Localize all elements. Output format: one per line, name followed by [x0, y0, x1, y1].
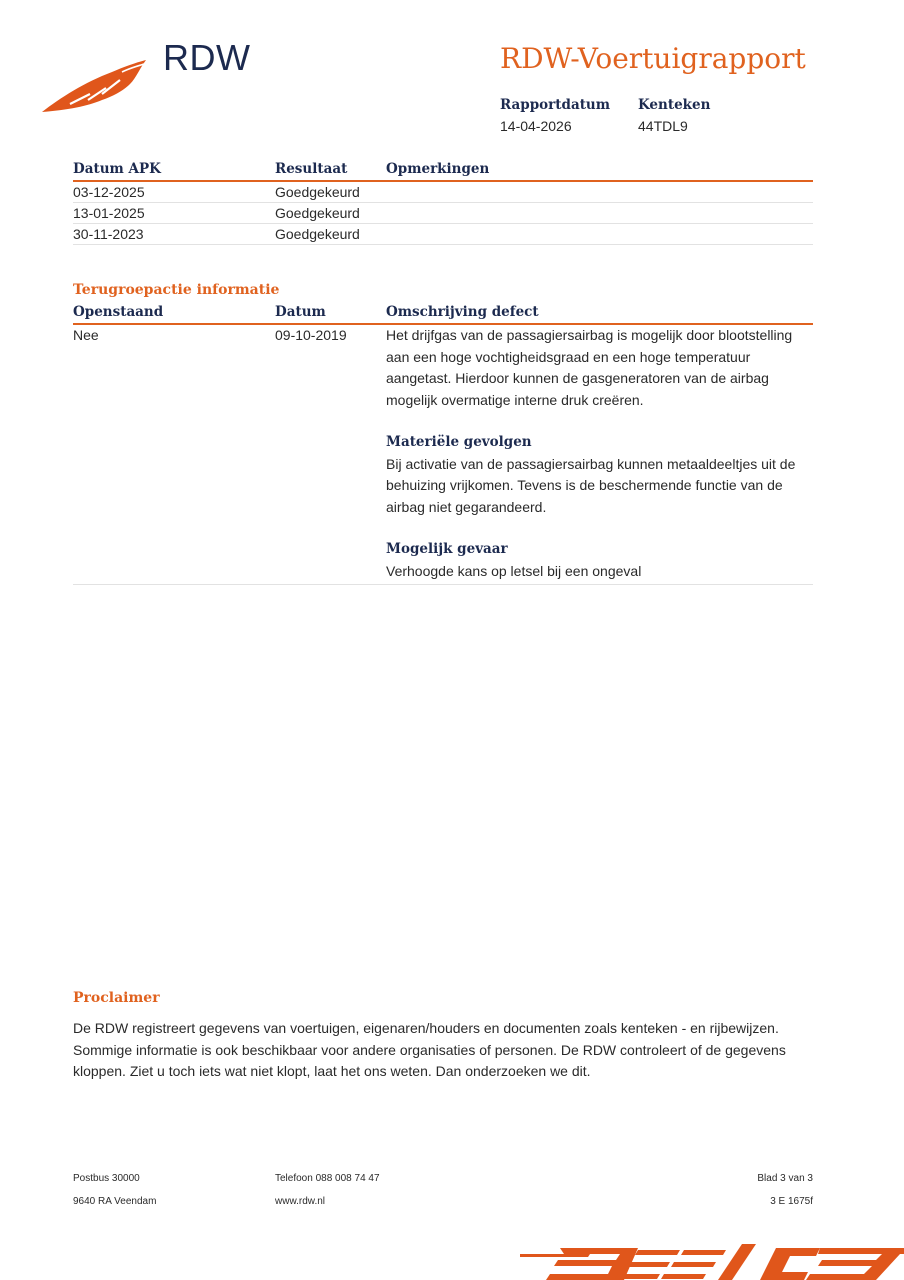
apk-date: 13-01-2025	[73, 205, 145, 221]
apk-result: Goedgekeurd	[275, 205, 360, 221]
recall-details	[386, 325, 813, 582]
plate-label: Kenteken	[638, 97, 711, 113]
apk-table-header	[73, 160, 813, 182]
apk-remarks	[386, 224, 813, 244]
report-date-label: Rapportdatum	[500, 97, 611, 113]
apk-table	[73, 160, 813, 245]
plate	[638, 97, 710, 134]
consequences-text: Bij activatie van de passagiersairbag kunnen metaaldeeltjes uit de behuizing vrijkomen. Tevens is de beschermende functie van de airbag niet gegarandeerd.	[386, 455, 796, 515]
table-row	[73, 182, 813, 203]
rdw-stripes-icon	[520, 1244, 904, 1280]
recall-title: Terugroepactie informatie	[73, 282, 280, 298]
apk-remarks	[386, 182, 813, 202]
recall-col-date: Datum	[275, 304, 326, 320]
footer-code: 3 E 1675f	[770, 1196, 813, 1207]
table-row	[73, 203, 813, 224]
danger-title: Mogelijk gevaar	[386, 541, 508, 557]
report-date-value: 14-04-2026	[500, 118, 572, 134]
footer-page: Blad 3 van 3	[757, 1173, 813, 1184]
footer-phone: Telefoon 088 008 74 47	[275, 1173, 380, 1184]
apk-date: 03-12-2025	[73, 184, 145, 200]
recall-description: Het drijfgas van de passagiersairbag is mogelijk door blootstelling aan een hoge vochtigheidsgraad en een hoge temperatuur aangetast. Hierdoor kunnen de gasgeneratoren van de airbag mogelijk overmatige interne druk creëren.	[386, 327, 793, 408]
apk-col-result: Resultaat	[275, 161, 348, 177]
danger-text: Verhoogde kans op letsel bij een ongeval	[386, 562, 642, 579]
recall-col-description: Omschrijving defect	[386, 304, 539, 320]
proclaimer-text: De RDW registreert gegevens van voertuigen, eigenaren/houders en documenten zoals kenteken - en rijbewijzen. Sommige informatie is ook beschikbaar voor andere organisaties of personen. De RDW controleert of de gegevens kloppen. Ziet u toch iets wat niet klopt, laat het ons weten. Dan onderzoeken we dit.	[73, 1020, 786, 1079]
table-row	[73, 325, 813, 585]
apk-col-remarks: Opmerkingen	[386, 161, 490, 177]
apk-date: 30-11-2023	[73, 226, 144, 242]
rdw-logo	[40, 37, 251, 120]
recall-date: 09-10-2019	[275, 327, 347, 343]
recall-table	[73, 303, 813, 585]
report-title: RDW-Voertuigrapport	[500, 42, 806, 75]
logo-text: RDW	[163, 37, 251, 78]
rdw-feather-logo-icon	[40, 54, 150, 114]
plate-value: 44TDL9	[638, 118, 688, 134]
footer-website[interactable]: www.rdw.nl	[275, 1196, 326, 1207]
apk-remarks	[386, 203, 813, 223]
apk-col-date: Datum APK	[73, 161, 161, 177]
apk-result: Goedgekeurd	[275, 184, 360, 200]
recall-open: Nee	[73, 327, 99, 343]
recall-col-open: Openstaand	[73, 304, 164, 320]
footer-postbus: Postbus 30000	[73, 1173, 140, 1184]
table-row	[73, 224, 813, 245]
footer-city: 9640 RA Veendam	[73, 1196, 157, 1207]
apk-result: Goedgekeurd	[275, 226, 360, 242]
proclaimer-title: Proclaimer	[73, 990, 160, 1006]
consequences-title: Materiële gevolgen	[386, 434, 532, 450]
report-date	[500, 97, 610, 134]
recall-table-header	[73, 303, 813, 325]
